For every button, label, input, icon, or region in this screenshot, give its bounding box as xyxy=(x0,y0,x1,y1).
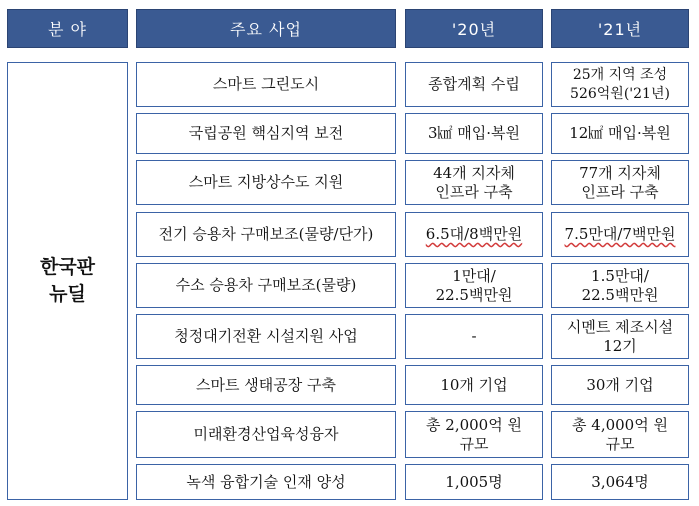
row-2021: 30개 기업 xyxy=(551,365,689,405)
row-2021: 시멘트 제조시설 12기 xyxy=(551,314,689,359)
row-2020: 3㎢ 매입·복원 xyxy=(405,113,543,154)
header-2021: '21년 xyxy=(551,9,689,48)
row-2020 xyxy=(405,212,543,257)
row-project: 전기 승용차 구매보조(물량/단가) xyxy=(136,212,396,257)
row-project: 수소 승용차 구매보조(물량) xyxy=(136,263,396,308)
row-2021: 1.5만대/ 22.5백만원 xyxy=(551,263,689,308)
row-2021: 25개 지역 조성 526억원('21년) xyxy=(551,62,689,107)
row-2020: 44개 지자체 인프라 구축 xyxy=(405,160,543,205)
row-2020-text: 6.5대/8백만원 xyxy=(425,225,523,243)
row-2021: 3,064명 xyxy=(551,464,689,500)
row-project: 스마트 생태공장 구축 xyxy=(136,365,396,405)
row-project: 스마트 지방상수도 지원 xyxy=(136,160,396,205)
header-category: 분 야 xyxy=(7,9,128,48)
row-2020: - xyxy=(405,314,543,359)
header-project: 주요 사업 xyxy=(136,9,396,48)
row-project: 스마트 그린도시 xyxy=(136,62,396,107)
row-2020: 1,005명 xyxy=(405,464,543,500)
row-2020: 총 2,000억 원 규모 xyxy=(405,411,543,458)
row-project: 국립공원 핵심지역 보전 xyxy=(136,113,396,154)
row-2021 xyxy=(551,212,689,257)
row-2021: 총 4,000억 원 규모 xyxy=(551,411,689,458)
row-2020: 1만대/ 22.5백만원 xyxy=(405,263,543,308)
row-project: 청정대기전환 시설지원 사업 xyxy=(136,314,396,359)
category-cell: 한국판 뉴딜 xyxy=(7,62,128,500)
row-2020: 종합계획 수립 xyxy=(405,62,543,107)
row-project: 미래환경산업육성융자 xyxy=(136,411,396,458)
row-project: 녹색 융합기술 인재 양성 xyxy=(136,464,396,500)
row-2021: 77개 지자체 인프라 구축 xyxy=(551,160,689,205)
header-2020: '20년 xyxy=(405,9,543,48)
row-2021-text: 7.5만대/7백만원 xyxy=(564,225,676,243)
row-2020: 10개 기업 xyxy=(405,365,543,405)
row-2021: 12㎢ 매입·복원 xyxy=(551,113,689,154)
